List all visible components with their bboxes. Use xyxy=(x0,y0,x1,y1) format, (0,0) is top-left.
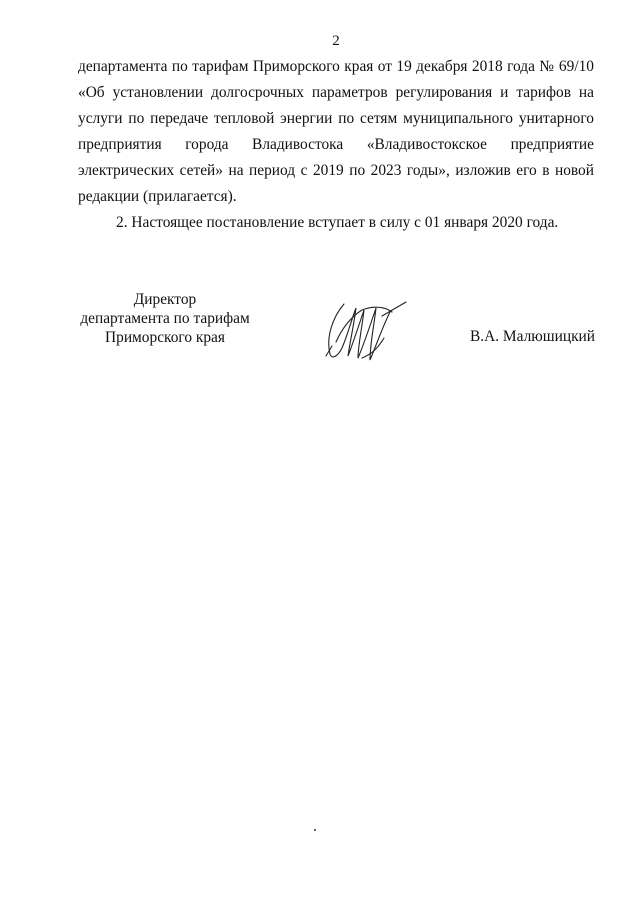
scan-speck xyxy=(314,829,316,831)
paragraph-continuation: департамента по тарифам Приморского края от 19 декабря 2018 года № 69/10 «Об установлении долгосрочных параметров регулирования и тарифов на услуги по передаче тепловой энергии по сетям муниципального унитарного предприятия города Владивостока «Владивостокское предприятие электрических сетей» на период с 2019 по 2023 годы», изложив его в новой редакции (прилагается). xyxy=(78,58,594,205)
signatory-title-line: департамента по тарифам xyxy=(80,310,250,327)
signatory-title-line: Приморского края xyxy=(105,329,225,346)
signer-name: В.А. Малюшицкий xyxy=(470,328,596,345)
signatory-title-line: Директор xyxy=(133,291,197,308)
paragraph-effective-date: 2. Настоящее постановление вступает в силу с 01 января 2020 года. xyxy=(116,214,559,231)
handwritten-signature xyxy=(322,298,412,366)
signatory-title xyxy=(60,290,270,347)
document-body xyxy=(78,54,594,236)
page-number: 2 xyxy=(332,33,340,49)
